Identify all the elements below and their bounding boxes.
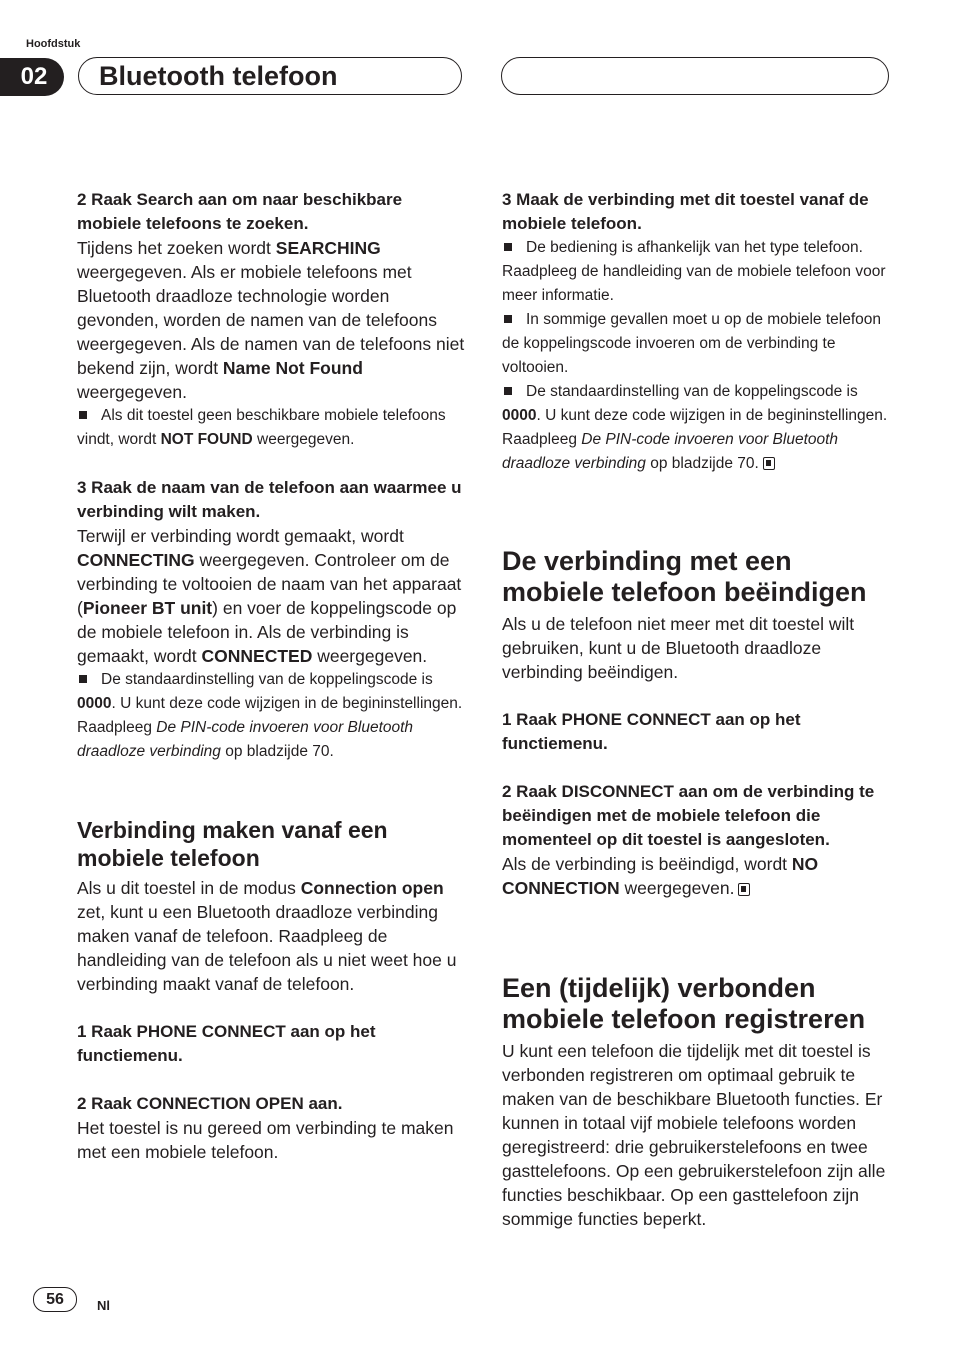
note-pairing-code: De standaardinstelling van de koppelingscode is 0000. U kunt deze code wijzigen in de begininstellingen. Raadpleeg De PIN-code invoeren voor Bluetooth draadloze verbinding op bladzijde 70. <box>77 671 463 760</box>
section-heading-connect-from-phone: Verbinding maken vanaf een mobiele telefoon <box>77 817 388 871</box>
bullet-icon <box>79 411 87 419</box>
page-number: 56 <box>33 1287 77 1312</box>
right-column <box>502 188 890 1231</box>
section-heading-register-phone: Een (tijdelijk) verbonden mobiele telefoon registreren <box>502 973 866 1034</box>
end-connection-body: Als u de telefoon niet meer met dit toestel wilt gebruiken, kunt u de Bluetooth draadloze verbinding beëindigen. <box>502 614 855 682</box>
bullet-icon <box>504 387 512 395</box>
note-enter-code: In sommige gevallen moet u op de mobiele telefoon de koppelingscode invoeren om de verbinding te voltooien. <box>502 311 881 376</box>
note-default-code: De standaardinstelling van de koppelingscode is 0000. U kunt deze code wijzigen in de begininstellingen. Raadpleeg De PIN-code invoeren voor Bluetooth draadloze verbinding op bladzijde 70. <box>502 383 888 472</box>
section-title-box <box>501 57 889 95</box>
note-operation: De bediening is afhankelijk van het type telefoon. Raadpleeg de handleiding van de mobiele telefoon voor meer informatie. <box>502 239 886 304</box>
step-connection-open: 2 Raak CONNECTION OPEN aan. <box>77 1094 343 1113</box>
step-connection-open-body: Het toestel is nu gereed om verbinding te maken met een mobiele telefoon. <box>77 1118 454 1162</box>
bullet-icon <box>504 243 512 251</box>
bullet-icon <box>79 675 87 683</box>
step-disconnect: 2 Raak DISCONNECT aan om de verbinding te beëindigen met de mobiele telefoon die momenteel op dit toestel is aangesloten. <box>502 782 875 849</box>
end-of-section-icon <box>763 457 775 470</box>
language-code: Nl <box>97 1298 110 1313</box>
step-disconnect-body: Als de verbinding is beëindigd, wordt NO CONNECTION weergegeven. <box>502 854 819 898</box>
step-select-phone-body: Terwijl er verbinding wordt gemaakt, wordt CONNECTING weergegeven. Controleer om de verbinding te voltooien de naam van het apparaat (Pioneer BT unit) en voer de koppelingscode op de mobiele telefoon in. Als de verbinding is gemaakt, wordt CONNECTED weergegeven. <box>77 526 462 666</box>
step-connect-from-phone: 3 Maak de verbinding met dit toestel vanaf de mobiele telefoon. <box>502 190 869 233</box>
step-phone-connect-2: 1 Raak PHONE CONNECT aan op het functiemenu. <box>502 710 801 753</box>
step-search: 2 Raak Search aan om naar beschikbare mobiele telefoons te zoeken. <box>77 190 403 233</box>
chapter-label: Hoofdstuk <box>26 38 81 50</box>
section-heading-end-connection: De verbinding met een mobiele telefoon beëindigen <box>502 546 867 607</box>
chapter-number-badge: 02 <box>0 58 64 96</box>
note-not-found: Als dit toestel geen beschikbare mobiele telefoons vindt, wordt NOT FOUND weergegeven. <box>77 407 446 448</box>
step-select-phone: 3 Raak de naam van de telefoon aan waarmee u verbinding wilt maken. <box>77 478 462 521</box>
bullet-icon <box>504 315 512 323</box>
left-column <box>77 188 465 1164</box>
chapter-title: Bluetooth telefoon <box>78 57 462 95</box>
section-connect-body: Als u dit toestel in de modus Connection open zet, kunt u een Bluetooth draadloze verbinding maken vanaf de telefoon. Raadpleeg de handleiding van de telefoon als u niet weet hoe u verbinding maakt vanaf de telefoon. <box>77 878 457 994</box>
step-search-body: Tijdens het zoeken wordt SEARCHING weergegeven. Als er mobiele telefoons met Bluetooth draadloze technologie worden gevonden, worden de namen van de telefoons weergegeven. Als de namen van de telefoons niet bekend zijn, wordt Name Not Found weergegeven. <box>77 238 465 402</box>
step-phone-connect: 1 Raak PHONE CONNECT aan op het functiemenu. <box>77 1022 376 1065</box>
end-of-section-icon <box>738 883 750 896</box>
register-phone-body: U kunt een telefoon die tijdelijk met dit toestel is verbonden registreren om optimaal gebruik te maken van de beschikbare Bluetooth functies. Er kunnen in totaal vijf mobiele telefoons worden geregistreerd: drie gebruikerstelefoons en twee gasttelefoons. Op een gebruikerstelefoon zijn alle functies beschikbaar. Op een gasttelefoon zijn sommige functies beperkt. <box>502 1041 886 1229</box>
